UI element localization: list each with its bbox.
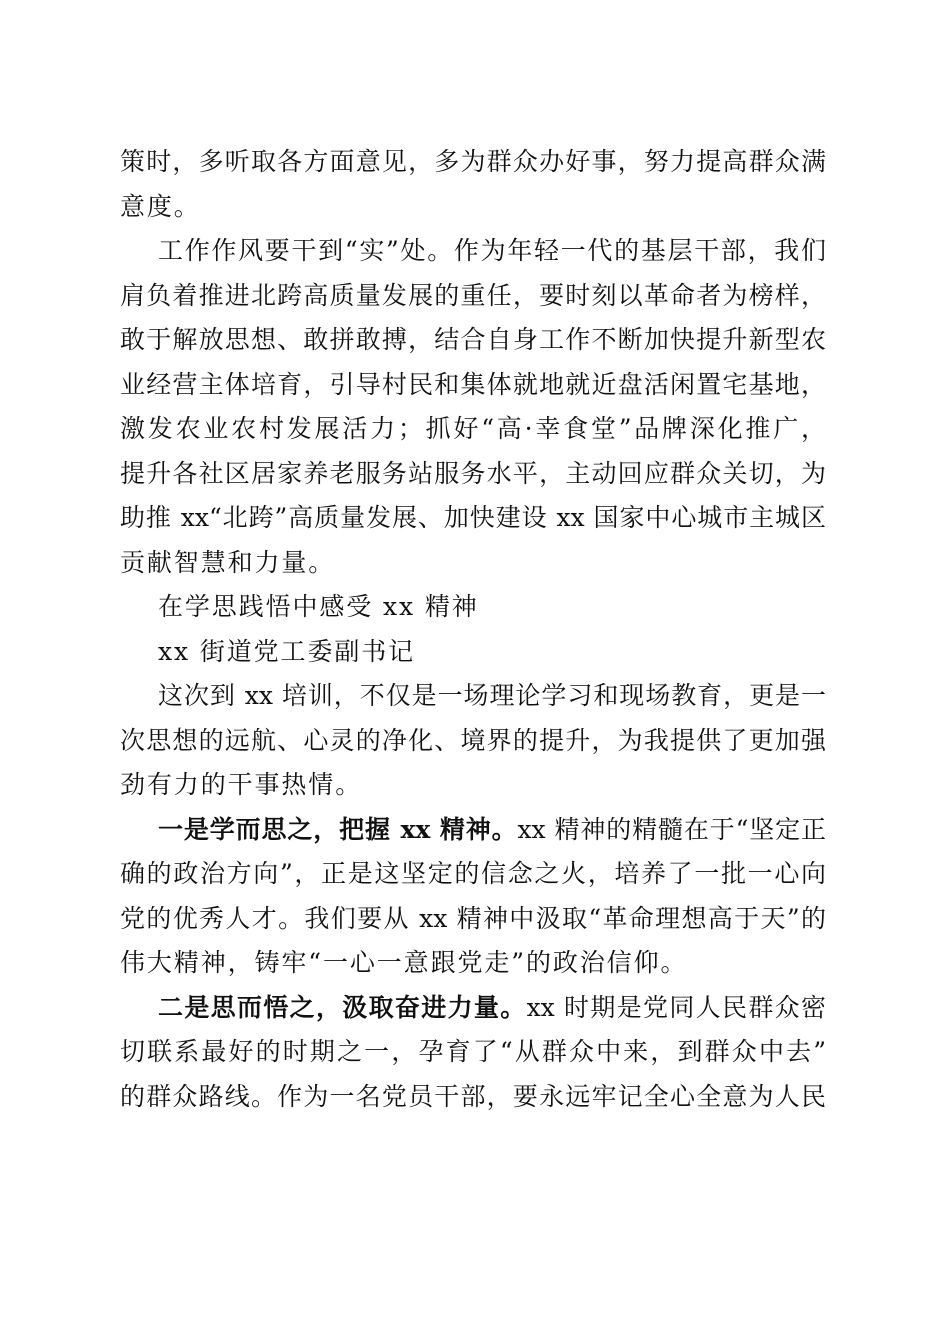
text-line: 肩负着推进北跨高质量发展的重任，要时刻以革命者为榜样，: [120, 280, 826, 310]
text-line: 贡献智慧和力量。: [120, 547, 336, 577]
text-line: 伟大精神，铸牢“一心一意跟党走”的政治信仰。: [120, 948, 688, 977]
paragraph-heading: 一是学而思之，把握 xx 精神。: [158, 814, 518, 844]
text-line: 切联系最好的时期之一，孕育了“从群众中来，到群众中去”: [120, 1037, 826, 1066]
text-line: 敢于解放思想、敢拼敢搏，结合自身工作不断加快提升新型农: [120, 325, 826, 354]
text-line: 工作作风要干到“实”处。作为年轻一代的基层干部，我们: [158, 236, 826, 265]
text-line: 劲有力的干事热情。: [120, 770, 363, 799]
text-line: 党的优秀人才。我们要从 xx 精神中汲取“革命理想高于天”的: [120, 903, 826, 933]
text-line: 意度。: [120, 191, 201, 221]
paragraph-text: xx 精神的精髓在于“坚定正: [517, 814, 826, 844]
paragraph-body: [120, 852, 826, 986]
paragraph-line-heading: [120, 808, 826, 853]
text-line: 这次到 xx 培训，不仅是一场理论学习和现场教育，更是一: [158, 681, 826, 710]
text-line: 助推 xx“北跨”高质量发展、加快建设 xx 国家中心城市主城区: [120, 503, 826, 532]
text-line: 的群众路线。作为一名党员干部，要永远牢记全心全意为人民: [120, 1081, 826, 1111]
paragraph-line-heading: [120, 986, 826, 1031]
paragraph-heading: 二是思而悟之，汲取奋进力量。: [158, 992, 527, 1022]
text-line: 在学思践悟中感受 xx 精神: [158, 592, 479, 621]
document-page: [120, 140, 826, 1119]
text-line: 次思想的远航、心灵的净化、境界的提升，为我提供了更加强: [120, 725, 826, 755]
text-line: 策时，多听取各方面意见，多为群众办好事，努力提高群众满: [120, 147, 826, 176]
paragraph-text: xx 时期是党同人民群众密: [526, 992, 826, 1022]
text-line: 提升各社区居家养老服务站服务水平，主动回应群众关切，为: [120, 458, 826, 488]
text-line: 确的政治方向”，正是这坚定的信念之火，培养了一批一心向: [120, 859, 826, 888]
document-body: [120, 140, 826, 808]
text-line: 业经营主体培育，引导村民和集体就地就近盘活闲置宅基地，: [120, 369, 826, 399]
paragraph-body: [120, 1030, 826, 1119]
text-line: xx 街道党工委副书记: [158, 636, 416, 666]
text-line: 激发农业农村发展活力；抓好“高·幸食堂”品牌深化推广，: [120, 414, 826, 443]
